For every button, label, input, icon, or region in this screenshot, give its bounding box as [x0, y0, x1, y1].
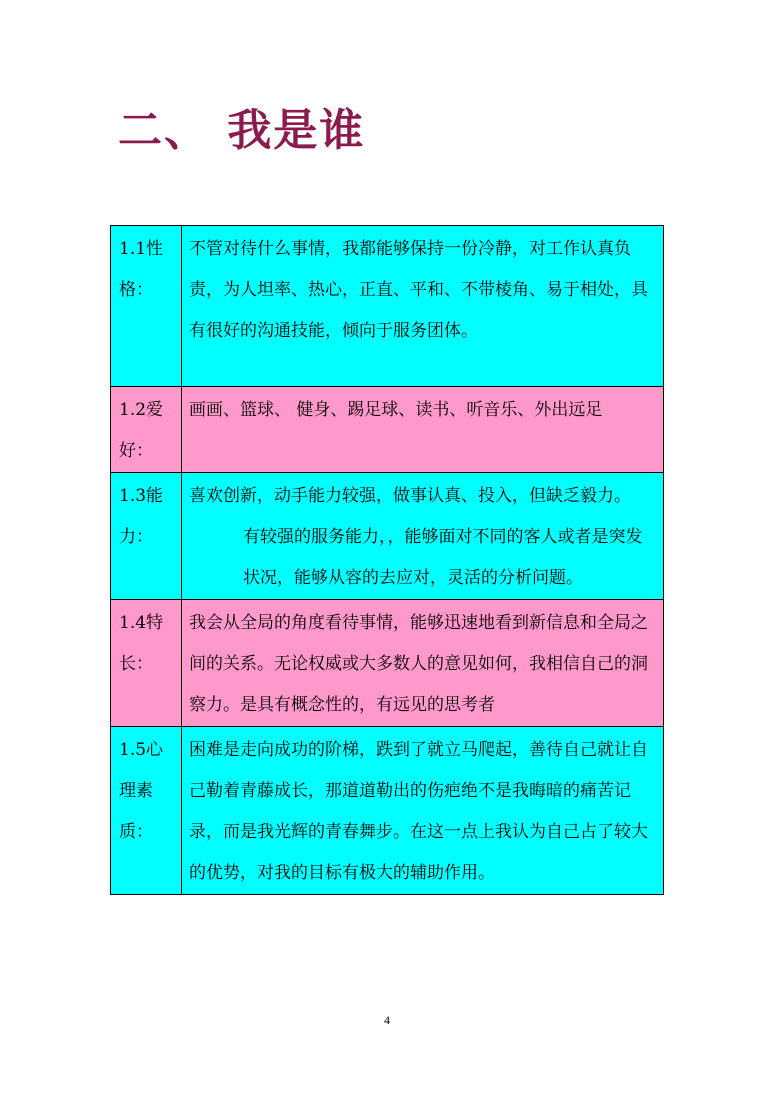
abilities-line-1: 喜欢创新，动手能力较强，做事认真、投入，但缺乏毅力。 — [189, 486, 631, 506]
table-row-strengths — [111, 600, 664, 727]
row-label-strengths: 1.4特长： — [111, 600, 182, 727]
page-title: 二、 我是谁 — [118, 105, 366, 156]
table-row-mentality — [111, 727, 664, 895]
abilities-line-2: 有较强的服务能力，，能够面对不同的客人或者是突发状况，能够从容的去应对，灵活的分析问题。 — [243, 527, 643, 588]
row-label-mentality: 1.5心理素质： — [111, 727, 182, 895]
profile-table — [110, 225, 664, 895]
row-content-personality: 不管对待什么事情，我都能够保持一份冷静，对工作认真负责，为人坦率、热心，正直、平和、不带棱角、易于相处，具有很好的沟通技能，倾向于服务团体。 — [182, 226, 664, 387]
row-label-hobbies: 1.2爱好： — [111, 387, 182, 473]
row-content-mentality: 困难是走向成功的阶梯，跌到了就立马爬起，善待自己就让自己勒着青藤成长，那道道勒出的伤疤绝不是我晦暗的痛苦记录，而是我光辉的青春舞步。在这一点上我认为自己占了较大的优势，对我的目标有极大的辅助作用。 — [182, 727, 664, 895]
row-label-abilities: 1.3能力： — [111, 473, 182, 600]
table-row-hobbies — [111, 387, 664, 473]
page-number: 4 — [384, 1013, 390, 1027]
table-row-personality — [111, 226, 664, 387]
table-row-abilities — [111, 473, 664, 600]
row-content-hobbies: 画画、篮球、 健身、踢足球、读书、听音乐、外出远足 — [182, 387, 664, 473]
row-label-personality: 1.1性格： — [111, 226, 182, 387]
row-content-strengths: 我会从全局的角度看待事情，能够迅速地看到新信息和全局之间的关系。无论权威或大多数人的意见如何，我相信自己的洞察力。是具有概念性的，有远见的思考者 — [182, 600, 664, 727]
row-content-abilities — [182, 473, 664, 600]
